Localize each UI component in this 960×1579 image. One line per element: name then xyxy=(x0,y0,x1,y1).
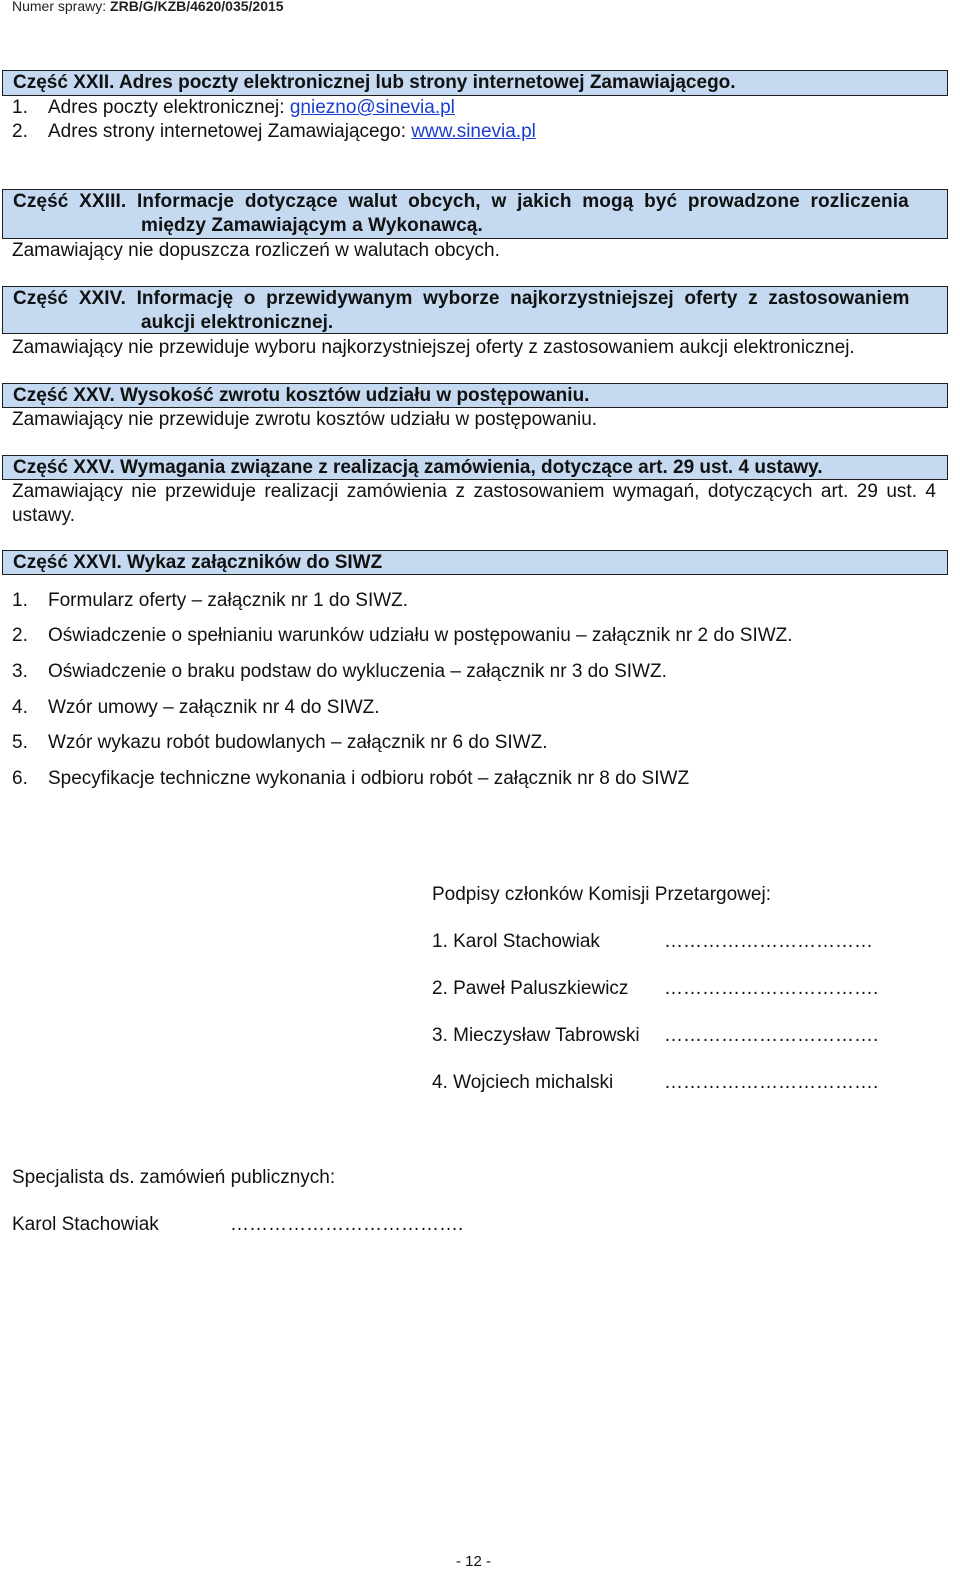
list-text: Adres poczty elektronicznej: xyxy=(48,97,290,118)
section-xxiv-title-line1: Część XXIV. Informację o przewidywanym wyborze najkorzystniejszej oferty z zastosowaniem xyxy=(13,288,910,309)
list-number: 1. xyxy=(12,97,28,118)
section-xxvi-title xyxy=(2,550,948,575)
page-number: - 12 - xyxy=(456,1553,492,1570)
signatures-heading: Podpisy członków Komisji Przetargowej: xyxy=(432,884,771,905)
section-xxv-costs-title xyxy=(2,383,948,408)
section-xxiii-body: Zamawiający nie dopuszcza rozliczeń w walutach obcych. xyxy=(12,240,500,261)
list-item xyxy=(12,589,408,613)
list-item xyxy=(12,731,547,755)
website-link[interactable]: www.sinevia.pl xyxy=(411,121,536,142)
list-item xyxy=(12,120,536,144)
case-number-header xyxy=(12,0,284,14)
list-text: Specyfikacje techniczne wykonania i odbioru robót – załącznik nr 8 do SIWZ xyxy=(48,768,690,789)
list-item xyxy=(12,767,689,791)
specialist-signature-line: ………………………………. xyxy=(230,1214,464,1235)
section-xxiii-title-line2: między Zamawiającym a Wykonawcą. xyxy=(141,215,483,236)
list-text: Oświadczenie o braku podstaw do wykluczenia – załącznik nr 3 do SIWZ. xyxy=(48,661,667,682)
list-number: 6. xyxy=(12,768,28,789)
list-text: Oświadczenie o spełnianiu warunków udziału w postępowaniu – załącznik nr 2 do SIWZ. xyxy=(48,625,793,646)
list-item xyxy=(12,624,793,648)
signature-member-name: 4. Wojciech michalski xyxy=(432,1072,614,1093)
list-text: Adres strony internetowej Zamawiającego: xyxy=(48,121,412,142)
section-xxiv-title-line2: aukcji elektronicznej. xyxy=(141,312,334,333)
case-number-value: ZRB/G/KZB/4620/035/2015 xyxy=(110,0,284,14)
section-xxiv-body: Zamawiający nie przewiduje wyboru najkorzystniejszej oferty z zastosowaniem aukcji elektronicznej. xyxy=(12,337,855,358)
section-xxv-costs-body: Zamawiający nie przewiduje zwrotu kosztów udziału w postępowaniu. xyxy=(12,409,598,430)
list-number: 5. xyxy=(12,732,28,753)
specialist-name: Karol Stachowiak xyxy=(12,1214,159,1235)
section-xxii-title xyxy=(2,70,948,96)
section-xxiii-title-line1: Część XXIII. Informacje dotyczące walut obcych, w jakich mogą być prowadzone rozliczenia xyxy=(13,191,909,212)
list-number: 4. xyxy=(12,697,28,718)
signature-member-name: 2. Paweł Paluszkiewicz xyxy=(432,978,629,999)
specialist-heading: Specjalista ds. zamówień publicznych: xyxy=(12,1167,336,1188)
list-number: 2. xyxy=(12,625,28,646)
signature-member-name: 1. Karol Stachowiak xyxy=(432,931,600,952)
case-number-prefix: Numer sprawy: xyxy=(12,0,111,14)
list-item xyxy=(12,96,455,120)
list-text: Wzór wykazu robót budowlanych – załącznik nr 6 do SIWZ. xyxy=(48,732,548,753)
section-xxvi-title-text: Część XXVI. Wykaz załączników do SIWZ xyxy=(13,552,383,573)
section-xxv-requirements-title xyxy=(2,455,948,480)
section-xxv-requirements-title-text: Część XXV. Wymagania związane z realizacją zamówienia, dotyczące art. 29 ust. 4 ustawy. xyxy=(13,457,823,478)
signature-line: …………………………… xyxy=(664,931,873,952)
list-item xyxy=(12,660,667,684)
signature-line: ……………………………. xyxy=(664,1025,879,1046)
signature-line: ……………………………. xyxy=(664,1072,879,1093)
email-link[interactable]: gniezno@sinevia.pl xyxy=(289,97,455,118)
list-text: Wzór umowy – załącznik nr 4 do SIWZ. xyxy=(48,697,380,718)
list-number: 1. xyxy=(12,590,28,611)
section-xxv-requirements-body: Zamawiający nie przewiduje realizacji zamówienia z zastosowaniem wymagań, dotyczących art. 29 ust. 4 ustawy. xyxy=(12,481,936,526)
signature-line: ……………………………. xyxy=(664,978,879,999)
list-number: 3. xyxy=(12,661,28,682)
section-xxv-costs-title-text: Część XXV. Wysokość zwrotu kosztów udziału w postępowaniu. xyxy=(13,385,590,406)
list-text: Formularz oferty – załącznik nr 1 do SIWZ. xyxy=(48,590,409,611)
section-xxiv-title xyxy=(2,286,948,334)
section-xxii-title-text: Część XXII. Adres poczty elektronicznej lub strony internetowej Zamawiającego. xyxy=(13,72,736,93)
section-xxiii-title xyxy=(2,189,948,239)
list-number: 2. xyxy=(12,121,28,142)
list-item xyxy=(12,696,380,720)
signature-member-name: 3. Mieczysław Tabrowski xyxy=(432,1025,640,1046)
